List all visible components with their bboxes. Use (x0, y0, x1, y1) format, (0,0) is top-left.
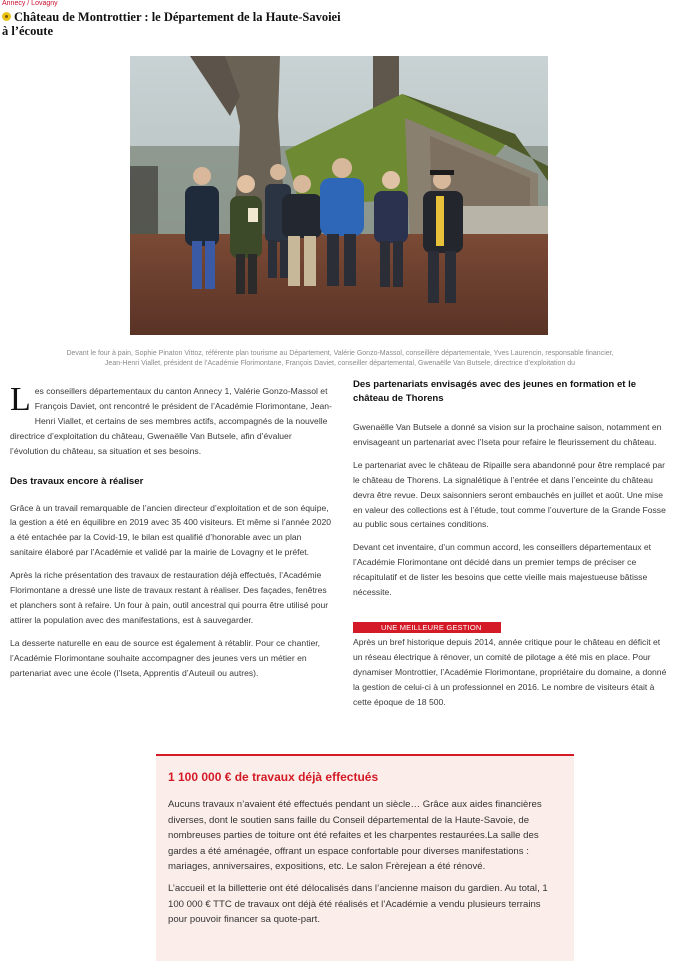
paragraph: Devant cet inventaire, d’un commun accord, les conseillers départementaux et l’Académie Florimontane ont décidé dans un premier temps de préciser ce récapitulatif et de lister les besoins que cette vieille mais majestueuse bâtisse nécessite. (353, 542, 652, 598)
bullet-icon (2, 12, 11, 21)
box-paragraph: Aucuns travaux n’avaient été effectués pendant un siècle… Grâce aux aides financières diverses, dont le soutien sans faille du Conseil départemental de la Haute-Savoie, de nombreuses parties de toiture ont été refaites et les charpentes restaurées.La salle des gardes a été aménagée, offrant un espace confortable pour diverses manifestations : mariages, anniversaires, expositions, etc. Le salon Frèrejean a été rénové. (168, 799, 542, 873)
tag-wrapper (353, 620, 671, 635)
group-photo-illustration (130, 56, 548, 335)
article-photo (130, 56, 548, 335)
box-paragraph: L’accueil et la billetterie ont été délocalisés dans l’ancienne maison du gardien. Au total, 1 100 000 € TTC de travaux ont déjà été réalisés et l’Académie a vendu plusieurs terrains pour pouvoir financer sa quote-part. (168, 882, 548, 926)
article-headline (2, 10, 342, 38)
paragraph: Le partenariat avec le château de Ripaille sera abandonné pour être remplacé par le château de Thorens. La signalétique à l’entrée et dans l’enceinte du château devra être revue. Deux saisonniers seront embauchés en juillet et août. Une mise en valeur des collections est à l’étude, tout comme l’ouverture de la Grande Fosse au public sous certaines conditions. (353, 459, 666, 530)
section-kicker[interactable]: Annecy / Lovagny (2, 0, 58, 7)
lead-paragraph (10, 381, 332, 459)
section-heading-partenariats: Des partenariats envisagés avec des jeunes en formation et le château de Thorens (353, 379, 637, 404)
section-heading-travaux: Des travaux encore à réaliser (10, 475, 144, 487)
paragraph: La desserte naturelle en eau de source est également à rétablir. Pour ce chantier, l’Académie Florimontane souhaite accompagner des jeunes vers un métier en partenariat avec une école (l’Iseta, Apprentis d’Auteuil ou autres). (10, 637, 321, 678)
paragraph: Après un bref historique depuis 2014, année critique pour le château en déficit et un réseau électrique à rénover, un comité de pilotage a été mis en place. Pour dynamiser Montrottier, l’Académie Florimontane, propriétaire du domaine, a donné la gestion de celui-ci à un professionnel en 2016. Le nombre de visiteurs était à cette époque de 18 500. (353, 636, 667, 707)
paragraph: Gwenaëlle Van Butsele a donné sa vision sur la prochaine saison, notamment en envisageant un partenariat avec l’Iseta pour refaire le fleurissement du château. (353, 422, 662, 447)
left-column (10, 381, 332, 689)
section-tag: UNE MEILLEURE GESTION (353, 622, 501, 633)
box-title: 1 100 000 € de travaux déjà effectués (168, 770, 379, 784)
drop-cap: L (10, 381, 31, 418)
paragraph: Grâce à un travail remarquable de l’ancien directeur d’exploitation et de son équipe, la gestion a été en équilibre en 2019 avec 35 400 visiteurs. Et même si l’année 2020 a été entachée par la Covid-19, le bilan est qualifié d’honorable avec un plan sanitaire élaboré par l’Académie et validé par la mairie de Lovagny et le préfet. (10, 502, 332, 558)
sidebar-box (156, 754, 574, 961)
paragraph: Après la riche présentation des travaux de restauration déjà effectués, l’Académie Florimontane a dressé une liste de travaux restant à réaliser. Des façades, fenêtres et planchers sont à refaire. Un four à pain, outil ancestral qui pourra être utilisé pour attirer la population avec des manifestations, est à sauvegarder. (10, 570, 329, 625)
headline-text: Château de Montrottier : le Département de la Haute-Savoiei à l’écoute (2, 10, 341, 38)
photo-caption: Devant le four à pain, Sophie Pinaton Vittoz, référente plan tourisme au Département, Valérie Gonzo-Massol, conseillère départementale, Yves Laurencin, responsable financier, Jean-Henri Viallet, président de l’Académie Florimontane, François Daviet, conseiller départemental, Gwenaëlle Van Butsele, directrice d’exploitation du (66, 350, 614, 367)
right-column (353, 378, 671, 717)
lead-text: es conseillers départementaux du canton Annecy 1, Valérie Gonzo-Massol et François Daviet, ont rencontré le président de l’Académie Florimontane, Jean-Henri Viallet, et certains de ses membres actifs, accompagnés de la nouvelle directrice d’exploitation du château, Gwenaëlle Van Butsele, afin d’évaluer l’évolution du château, sa situation et ses besoins. (10, 386, 332, 456)
